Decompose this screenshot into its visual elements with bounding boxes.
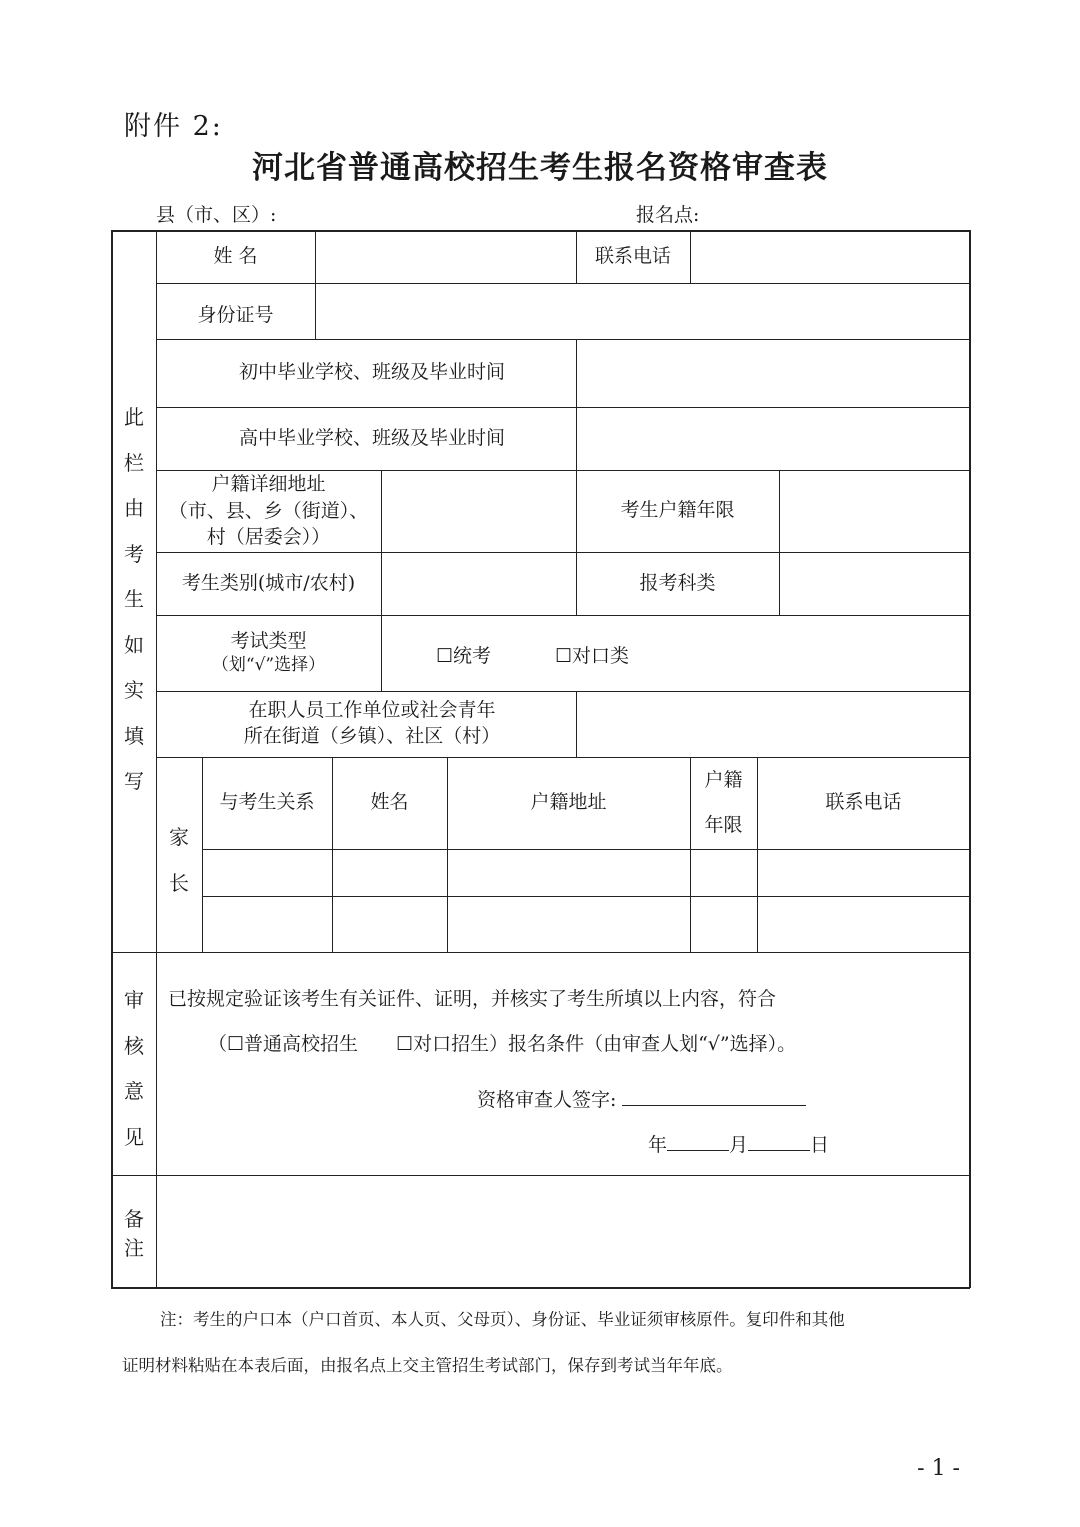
parent-relation-header: 与考生关系 (219, 791, 315, 814)
exam-subject-label: 报考科类 (639, 571, 716, 594)
page-number: - 1 - (917, 1456, 960, 1481)
phone-label: 联系电话 (594, 244, 671, 267)
exam-type-hint: （划“√”选择） (211, 655, 326, 676)
parent-address-header: 户籍地址 (530, 791, 607, 814)
county-field-label: 县（市、区）: (156, 204, 277, 226)
review-statement-line2: （☐普通高校招生 ☐对口招生）报名条件（由审查人划“√”选择）。 (208, 1033, 797, 1055)
review-statement-line1: 已按规定验证该考生有关证件、证明，并核实了考生所填以上内容，符合 (168, 988, 777, 1010)
section-divider (111, 952, 970, 953)
candidate-section-label: 此 栏 由 考 生 如 实 填 写 (124, 405, 144, 793)
name-input[interactable] (316, 231, 575, 282)
parent-phone-header: 联系电话 (825, 791, 902, 814)
household-address-input[interactable] (382, 471, 576, 551)
table-bottom-border (111, 1287, 970, 1289)
parents-label: 家 长 (169, 825, 189, 895)
signature-line[interactable] (622, 1087, 806, 1106)
day-label: 日 (810, 1134, 830, 1156)
exam-type-label (156, 615, 381, 691)
exam-type-title: 考试类型 (230, 629, 307, 652)
month-blank[interactable] (748, 1132, 810, 1151)
remarks-input[interactable] (157, 1176, 968, 1286)
parent-name-header: 姓名 (370, 791, 409, 814)
candidate-category-input[interactable] (382, 553, 576, 614)
registration-site-label: 报名点: (636, 204, 700, 226)
household-years-input[interactable] (780, 471, 968, 551)
id-number-label: 身份证号 (197, 304, 274, 327)
review-label: 审 核 意 见 (124, 988, 144, 1149)
household-years-label: 考生户籍年限 (620, 499, 735, 522)
exam-subject-input[interactable] (780, 553, 968, 614)
senior-school-input[interactable] (577, 408, 968, 469)
household-address-line: （市、县、乡（街道）、 (168, 499, 369, 522)
attachment-label: 附件 2: (124, 111, 223, 142)
unified-exam-checkbox[interactable]: ☐统考 (436, 645, 492, 667)
parent-row-2[interactable] (203, 897, 968, 951)
reviewer-signature-field[interactable] (477, 1085, 806, 1112)
employer-line: 在职人员工作单位或社会青年 (248, 699, 496, 722)
household-address-line: 户籍详细地址 (211, 473, 326, 496)
junior-school-input[interactable] (577, 340, 968, 406)
parent-household-years-header: 户籍 年限 (704, 769, 743, 836)
employer-line: 所在街道（乡镇）、社区（村） (243, 725, 501, 747)
form-title: 河北省普通高校招生考生报名资格审查表 (252, 150, 828, 186)
senior-school-label: 高中毕业学校、班级及毕业时间 (238, 426, 505, 449)
household-address-label (156, 470, 381, 552)
year-blank[interactable] (667, 1132, 729, 1151)
candidate-category-label: 考生类别(城市/农村) (181, 571, 356, 594)
junior-school-label: 初中毕业学校、班级及毕业时间 (238, 361, 505, 384)
year-label: 年 (648, 1134, 668, 1156)
note-line1: 注：考生的户口本（户口首页、本人页、父母页）、身份证、毕业证须审核原件。复印件和其他 (160, 1310, 845, 1329)
review-date-field[interactable] (648, 1130, 829, 1157)
phone-input[interactable] (691, 231, 968, 282)
employer-label (156, 691, 576, 757)
household-address-line: 村（居委会）） (206, 526, 331, 549)
month-label: 月 (729, 1134, 749, 1156)
parent-row-1[interactable] (203, 850, 968, 895)
reviewer-signature-label: 资格审查人签字: (477, 1089, 617, 1111)
name-label: 姓 名 (213, 244, 258, 267)
remarks-label: 备 注 (124, 1207, 144, 1260)
employer-input[interactable] (577, 692, 968, 756)
note-line2: 证明材料粘贴在本表后面，由报名点上交主管招生考试部门，保存到考试当年年底。 (122, 1356, 733, 1375)
id-number-input[interactable] (316, 284, 968, 338)
vocational-exam-checkbox[interactable]: ☐对口类 (555, 645, 630, 667)
table-left-border (111, 230, 113, 1288)
